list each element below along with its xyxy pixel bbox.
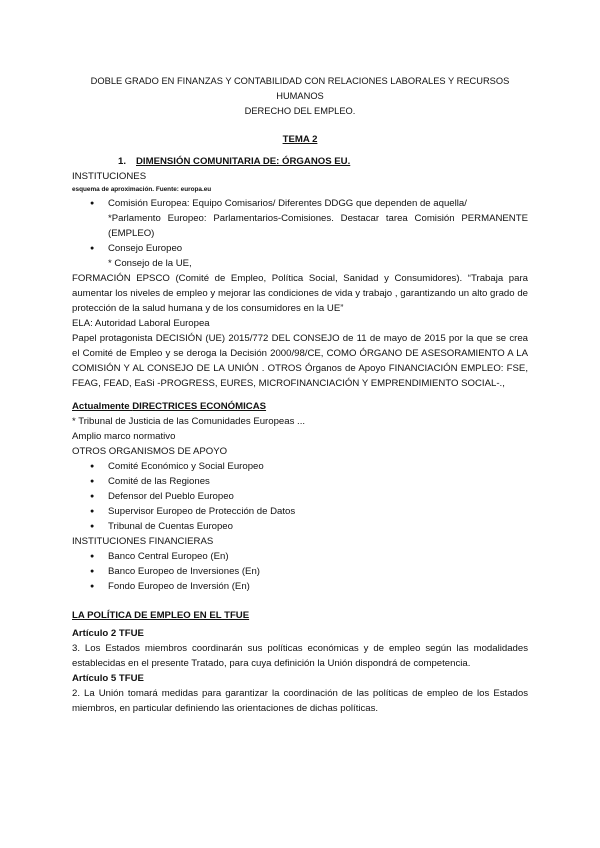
list-item: ● Defensor del Pueblo Europeo	[72, 489, 528, 504]
bullet-comision: Comisión Europea: Equipo Comisarios/ Diferentes DDGG que dependen de aquella/	[108, 198, 467, 209]
amplio-marco-line: Amplio marco normativo	[72, 431, 176, 442]
document-content	[72, 74, 528, 716]
institutions-list	[72, 196, 528, 211]
list-item: ● Banco Europeo de Inversiones (En)	[72, 564, 528, 579]
ela-line: ELA: Autoridad Laboral Europea	[72, 318, 210, 329]
tema-heading: TEMA 2	[282, 134, 318, 145]
list-item: ● Tribunal de Cuentas Europeo	[72, 519, 528, 534]
articulo-5-text: 2. La Unión tomará medidas para garantizar la coordinación de las políticas de empleo de los Estados miembros, en particular definiendo las orientaciones de dichas políticas.	[72, 688, 528, 714]
list-item: ● Fondo Europeo de Inversión (En)	[72, 579, 528, 594]
politica-empleo-heading: LA POLÍTICA DE EMPLEO EN EL TFUE	[72, 610, 250, 621]
articulo-2-text: 3. Los Estados miembros coordinarán sus políticas económicas y de empleo según las modalidades establecidas en el presente Tratado, para cuya definición la Unión dispondrá de competencia.	[72, 643, 528, 669]
otros-organismos-list	[72, 459, 528, 534]
section-title: DIMENSIÓN COMUNITARIA DE: ÓRGANOS EU.	[136, 156, 351, 167]
articulo-2-title: Artículo 2 TFUE	[72, 628, 144, 639]
list-item: ● Comité Económico y Social Europeo	[72, 459, 528, 474]
instituciones-label: INSTITUCIONES	[72, 171, 147, 182]
directrices-prefix: Actualmente	[72, 401, 133, 412]
instituciones-financieras-list	[72, 549, 528, 594]
instituciones-financieras-label: INSTITUCIONES FINANCIERAS	[72, 536, 214, 547]
papel-protagonista-paragraph: Papel protagonista DECISIÓN (UE) 2015/772 DEL CONSEJO de 11 de mayo de 2015 por la que se crea el Comité de Empleo y se deroga la Decisión 2000/98/CE, COMO ÓRGANO DE ASESORAMIENTO A LA COMISIÓN Y AL CONSEJO DE LA UNIÓN . OTROS Órganos de Apoyo FINANCIACIÓN EMPLEO: FSE, FEAG, FEAD, EaSi -PROGRESS, EURES, MICROFINANCIACIÓN Y EMPRENDIMIENTO SOCIAL-.,	[72, 333, 528, 389]
otros-organismos-label: OTROS ORGANISMOS DE APOYO	[72, 446, 228, 457]
degree-title: DOBLE GRADO EN FINANZAS Y CONTABILIDAD CON RELACIONES LABORALES Y RECURSOS HUMANOS	[90, 76, 510, 101]
parlamento-text: *Parlamento Europeo: Parlamentarios-Comisiones. Destacar tarea Comisión PERMANENTE (EMPLEO)	[108, 213, 528, 239]
directrices-heading	[72, 399, 528, 414]
list-item: ● Comité de las Regiones	[72, 474, 528, 489]
articulo-5-title: Artículo 5 TFUE	[72, 673, 144, 684]
directrices-main: DIRECTRICES ECONÓMICAS	[132, 401, 267, 412]
section-heading-1	[72, 154, 528, 169]
list-item	[72, 241, 528, 256]
consejo-ue-text: * Consejo de la UE,	[108, 258, 192, 269]
institutions-list-2	[72, 241, 528, 256]
list-item: ● Supervisor Europeo de Protección de Datos	[72, 504, 528, 519]
tribunal-justicia-line: * Tribunal de Justicia de las Comunidades Europeas ...	[72, 416, 306, 427]
list-item: ● Banco Central Europeo (En)	[72, 549, 528, 564]
bullet-consejo: Consejo Europeo	[108, 243, 183, 254]
section-number: 1.	[118, 156, 127, 167]
list-item	[72, 196, 528, 211]
formacion-epsco-paragraph: FORMACIÓN EPSCO (Comité de Empleo, Política Social, Sanidad y Consumidores). “Trabaja para aumentar los niveles de empleo y mejorar las condiciones de vida y trabajo , garantizando un alto grado de protección de la salud humana y de los consumidores en la UE”	[72, 273, 528, 314]
source-note: esquema de aproximación. Fuente: europa.eu	[72, 186, 212, 193]
subject-title: DERECHO DEL EMPLEO.	[244, 106, 356, 116]
